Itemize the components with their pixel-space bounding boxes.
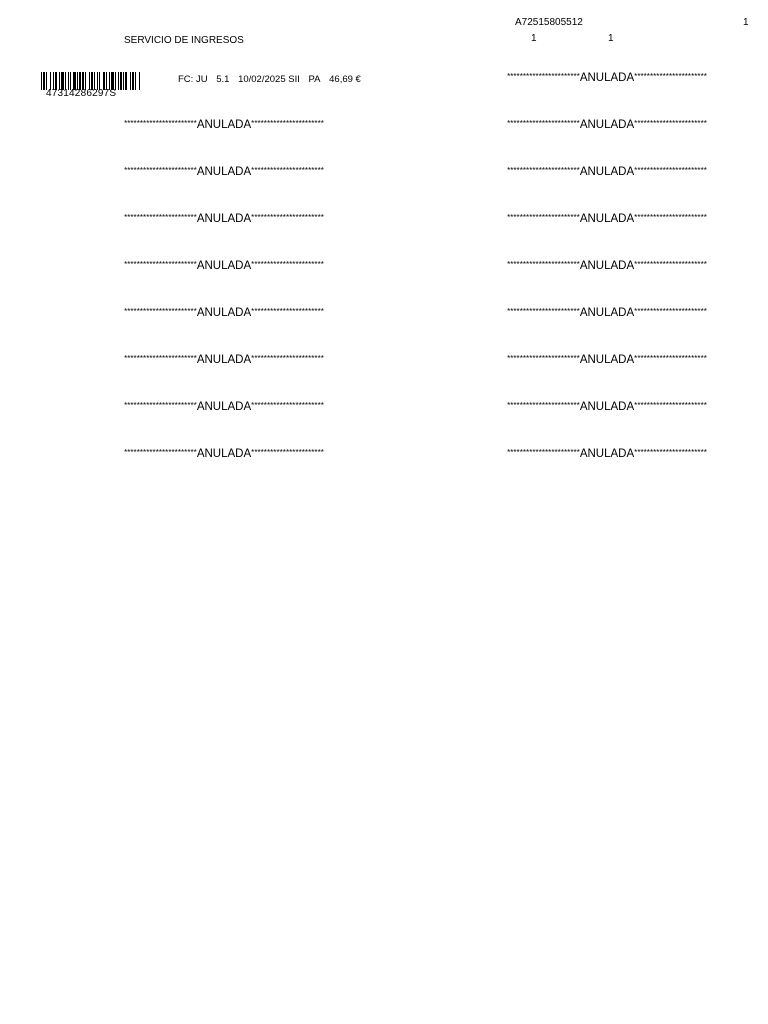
barcode-bar bbox=[41, 72, 42, 90]
barcode-bar bbox=[132, 72, 134, 90]
voided-line-left bbox=[79, 354, 369, 366]
service-name: SERVICIO DE INGRESOS bbox=[124, 35, 244, 46]
voided-stars: *********************** bbox=[124, 119, 197, 128]
voided-line-left bbox=[79, 119, 369, 131]
voided-line-left bbox=[79, 401, 369, 413]
voided-stars: *********************** bbox=[507, 354, 580, 363]
voided-stars: *********************** bbox=[251, 260, 324, 269]
barcode-bar bbox=[139, 72, 140, 90]
copy-count-b: 1 bbox=[608, 33, 614, 44]
voided-stars: *********************** bbox=[507, 260, 580, 269]
page-number: 1 bbox=[743, 17, 749, 28]
voided-label: ANULADA bbox=[579, 166, 635, 178]
voided-label: ANULADA bbox=[196, 448, 252, 460]
voided-stars: *********************** bbox=[124, 448, 197, 457]
voided-label: ANULADA bbox=[579, 72, 635, 84]
voided-line-left bbox=[79, 213, 369, 225]
voided-label: ANULADA bbox=[196, 213, 252, 225]
barcode-bar bbox=[118, 72, 119, 90]
voided-stars: *********************** bbox=[251, 166, 324, 175]
voided-stars: *********************** bbox=[124, 166, 197, 175]
ticket-info-line bbox=[178, 74, 361, 85]
voided-label: ANULADA bbox=[579, 260, 635, 272]
voided-stars: *********************** bbox=[507, 72, 580, 81]
voided-stars: *********************** bbox=[124, 307, 197, 316]
voided-stars: *********************** bbox=[251, 401, 324, 410]
voided-stars: *********************** bbox=[634, 401, 707, 410]
copy-count-a: 1 bbox=[531, 33, 537, 44]
voided-line-right bbox=[462, 119, 752, 131]
voided-stars: *********************** bbox=[507, 401, 580, 410]
voided-stars: *********************** bbox=[251, 213, 324, 222]
voided-stars: *********************** bbox=[124, 354, 197, 363]
voided-stars: *********************** bbox=[507, 213, 580, 222]
voided-stars: *********************** bbox=[251, 307, 324, 316]
voided-stars: *********************** bbox=[634, 119, 707, 128]
voided-stars: *********************** bbox=[507, 448, 580, 457]
voided-label: ANULADA bbox=[196, 260, 252, 272]
amount: 46,69 € bbox=[329, 74, 361, 85]
voided-label: ANULADA bbox=[579, 354, 635, 366]
voided-stars: *********************** bbox=[634, 260, 707, 269]
voided-stars: *********************** bbox=[251, 354, 324, 363]
barcode-bar bbox=[125, 72, 127, 90]
voided-label: ANULADA bbox=[579, 119, 635, 131]
voided-line-right bbox=[462, 307, 752, 319]
voided-line-left bbox=[79, 260, 369, 272]
fc-label: FC: JU bbox=[178, 74, 208, 85]
voided-label: ANULADA bbox=[579, 307, 635, 319]
voided-label: ANULADA bbox=[579, 213, 635, 225]
voided-label: ANULADA bbox=[579, 448, 635, 460]
barcode-bar bbox=[130, 72, 131, 90]
voided-line-left bbox=[79, 448, 369, 460]
voided-stars: *********************** bbox=[507, 119, 580, 128]
voided-line-right bbox=[462, 260, 752, 272]
voided-label: ANULADA bbox=[196, 119, 252, 131]
voided-label: ANULADA bbox=[196, 166, 252, 178]
voided-line-right bbox=[462, 166, 752, 178]
barcode-bar bbox=[120, 72, 122, 90]
barcode-bar bbox=[43, 72, 45, 90]
document-code: A72515805512 bbox=[515, 17, 583, 28]
barcode-number: 47314286297S bbox=[46, 88, 117, 99]
barcode-bar bbox=[123, 72, 124, 90]
voided-label: ANULADA bbox=[196, 307, 252, 319]
voided-stars: *********************** bbox=[634, 448, 707, 457]
voided-stars: *********************** bbox=[634, 354, 707, 363]
voided-stars: *********************** bbox=[124, 401, 197, 410]
voided-stars: *********************** bbox=[634, 72, 707, 81]
voided-line-right bbox=[462, 213, 752, 225]
voided-stars: *********************** bbox=[507, 166, 580, 175]
voided-label: ANULADA bbox=[196, 401, 252, 413]
voided-line-right bbox=[462, 354, 752, 366]
voided-line-left bbox=[79, 166, 369, 178]
version: 5.1 bbox=[216, 74, 230, 85]
pa-label: PA bbox=[308, 74, 321, 85]
voided-stars: *********************** bbox=[634, 166, 707, 175]
voided-stars: *********************** bbox=[507, 307, 580, 316]
voided-stars: *********************** bbox=[634, 307, 707, 316]
voided-stars: *********************** bbox=[251, 448, 324, 457]
voided-stars: *********************** bbox=[634, 213, 707, 222]
voided-label: ANULADA bbox=[196, 354, 252, 366]
voided-stars: *********************** bbox=[251, 119, 324, 128]
voided-line-right bbox=[462, 448, 752, 460]
ticket-date: 10/02/2025 SII bbox=[238, 74, 300, 85]
voided-line-right bbox=[462, 401, 752, 413]
barcode-bar bbox=[135, 72, 136, 90]
voided-stars: *********************** bbox=[124, 260, 197, 269]
voided-line-right bbox=[462, 72, 752, 84]
voided-stars: *********************** bbox=[124, 213, 197, 222]
voided-label: ANULADA bbox=[579, 401, 635, 413]
voided-line-left bbox=[79, 307, 369, 319]
